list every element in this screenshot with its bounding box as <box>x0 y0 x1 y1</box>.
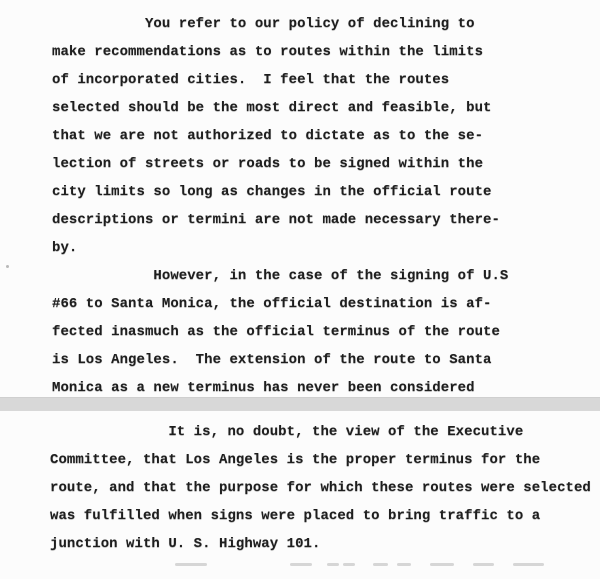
typewritten-text-line: It is, no doubt, the view of the Executive <box>50 424 524 440</box>
ghost-mark <box>290 563 312 566</box>
ghost-mark <box>473 563 494 566</box>
typewritten-text-line: selected should be the most direct and feasible, but <box>52 100 492 116</box>
ghost-mark <box>513 563 544 566</box>
ghost-mark <box>397 563 411 566</box>
typewritten-text-line: of incorporated cities. I feel that the routes <box>52 72 450 88</box>
typewritten-text-line: descriptions or termini are not made necessary there- <box>52 212 500 228</box>
typewritten-text-line: junction with U. S. Highway 101. <box>50 536 321 552</box>
typewritten-text-line: Monica as a new terminus has never been considered <box>52 380 475 396</box>
typewritten-text-line: was fulfilled when signs were placed to bring traffic to a <box>50 508 541 524</box>
typewritten-text-line: make recommendations as to routes within the limits <box>52 44 484 60</box>
ghost-mark <box>343 563 355 566</box>
letter-top-segment <box>52 10 508 402</box>
typewritten-text-line: However, in the case of the signing of U.S <box>52 268 509 284</box>
typewritten-text-line: Committee, that Los Angeles is the proper terminus for the <box>50 452 541 468</box>
typewritten-text-line: You refer to our policy of declining to <box>52 16 475 32</box>
typewritten-text-line: by. <box>52 240 78 256</box>
ghost-text-marks <box>0 562 600 567</box>
scan-speck <box>6 265 9 268</box>
typewritten-text-line: route, and that the purpose for which these routes were selected <box>50 480 591 496</box>
typewritten-text-line: #66 to Santa Monica, the official destination is af- <box>52 296 492 312</box>
typewritten-text-line: fected inasmuch as the official terminus of the route <box>52 324 500 340</box>
typewritten-text-line: lection of streets or roads to be signed within the <box>52 156 484 172</box>
ghost-mark <box>373 563 388 566</box>
ghost-mark <box>175 563 207 566</box>
typewritten-text-line: city limits so long as changes in the official route <box>52 184 492 200</box>
ghost-mark <box>430 563 454 566</box>
letter-bottom-segment <box>50 418 591 558</box>
scan-seam-band <box>0 397 600 411</box>
typewritten-text-line: that we are not authorized to dictate as to the se- <box>52 128 484 144</box>
ghost-mark <box>327 563 339 566</box>
typewritten-text-line: is Los Angeles. The extension of the route to Santa <box>52 352 492 368</box>
